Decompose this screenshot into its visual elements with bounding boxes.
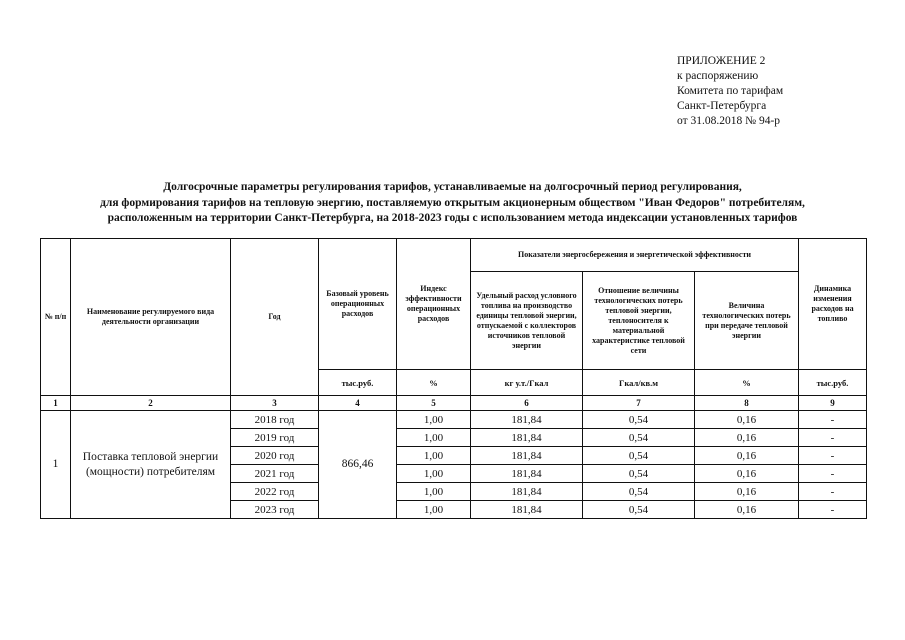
column-number: 7	[583, 396, 695, 411]
unit-fuel: кг у.т./Гкал	[471, 370, 583, 396]
base-level-cell: 866,46	[319, 411, 397, 519]
header-fuel: Удельный расход условного топлива на производство единицы тепловой энергии, отпускаемой с коллекторов источников тепловой энергии	[471, 272, 583, 370]
annex-line: к распоряжению	[677, 70, 759, 82]
fuel-cell: 181,84	[471, 429, 583, 447]
ratio-cell: 0,54	[583, 429, 695, 447]
column-number-row	[41, 396, 867, 411]
header-year: Год	[231, 239, 319, 396]
dynamics-cell: -	[799, 447, 867, 465]
dynamics-cell: -	[799, 483, 867, 501]
activity-name: Поставка тепловой энергии (мощности) потребителям	[71, 411, 231, 519]
unit-index: %	[397, 370, 471, 396]
header-loss: Величина технологических потерь при передаче тепловой энергии	[695, 272, 799, 370]
annex-line: ПРИЛОЖЕНИЕ 2	[677, 55, 766, 67]
loss-cell: 0,16	[695, 465, 799, 483]
fuel-cell: 181,84	[471, 501, 583, 519]
year-cell: 2021 год	[231, 465, 319, 483]
unit-base: тыс.руб.	[319, 370, 397, 396]
fuel-cell: 181,84	[471, 465, 583, 483]
column-number: 9	[799, 396, 867, 411]
header-group: Показатели энергосбережения и энергетической эффективности	[471, 239, 799, 272]
fuel-cell: 181,84	[471, 411, 583, 429]
loss-cell: 0,16	[695, 483, 799, 501]
loss-cell: 0,16	[695, 411, 799, 429]
column-number: 3	[231, 396, 319, 411]
parameters-table	[40, 238, 867, 519]
annex-line: Комитета по тарифам	[677, 85, 784, 97]
row-number: 1	[41, 411, 71, 519]
column-number: 8	[695, 396, 799, 411]
index-cell: 1,00	[397, 429, 471, 447]
column-number: 4	[319, 396, 397, 411]
header-no: № п/п	[41, 239, 71, 396]
year-cell: 2023 год	[231, 501, 319, 519]
column-number: 2	[71, 396, 231, 411]
dynamics-cell: -	[799, 501, 867, 519]
index-cell: 1,00	[397, 447, 471, 465]
ratio-cell: 0,54	[583, 411, 695, 429]
fuel-cell: 181,84	[471, 483, 583, 501]
header-dyn: Динамика изменения расходов на топливо	[799, 239, 867, 370]
column-number: 6	[471, 396, 583, 411]
title-line: Долгосрочные параметры регулирования тарифов, устанавливаемые на долгосрочный период регулирования,	[163, 181, 742, 193]
header-name: Наименование регулируемого вида деятельности организации	[71, 239, 231, 396]
ratio-cell: 0,54	[583, 501, 695, 519]
annex-block	[677, 54, 783, 129]
loss-cell: 0,16	[695, 447, 799, 465]
title-line: для формирования тарифов на тепловую энергию, поставляемую открытым акционерным обществом "Иван Федоров" потребителям,	[100, 196, 805, 209]
header-ratio: Отношение величины технологических потерь тепловой энергии, теплоносителя к материальной характеристике тепловой сети	[583, 272, 695, 370]
table-row	[41, 411, 867, 429]
ratio-cell: 0,54	[583, 447, 695, 465]
annex-line: Санкт-Петербурга	[677, 100, 767, 112]
loss-cell: 0,16	[695, 429, 799, 447]
index-cell: 1,00	[397, 501, 471, 519]
dynamics-cell: -	[799, 465, 867, 483]
annex-line: от 31.08.2018 № 94-р	[677, 115, 781, 127]
loss-cell: 0,16	[695, 501, 799, 519]
year-cell: 2019 год	[231, 429, 319, 447]
header-base: Базовый уровень операционных расходов	[319, 239, 397, 370]
unit-loss: %	[695, 370, 799, 396]
ratio-cell: 0,54	[583, 465, 695, 483]
dynamics-cell: -	[799, 429, 867, 447]
header-index: Индекс эффективности операционных расходов	[397, 239, 471, 370]
column-number: 5	[397, 396, 471, 411]
index-cell: 1,00	[397, 411, 471, 429]
fuel-cell: 181,84	[471, 447, 583, 465]
year-cell: 2020 год	[231, 447, 319, 465]
year-cell: 2018 год	[231, 411, 319, 429]
unit-ratio: Гкал/кв.м	[583, 370, 695, 396]
title-line: расположенным на территории Санкт-Петербурга, на 2018-2023 годы с использованием метода индексации установленных тарифов	[107, 212, 798, 224]
column-number: 1	[41, 396, 71, 411]
ratio-cell: 0,54	[583, 483, 695, 501]
index-cell: 1,00	[397, 483, 471, 501]
document-title	[40, 180, 865, 227]
dynamics-cell: -	[799, 411, 867, 429]
index-cell: 1,00	[397, 465, 471, 483]
year-cell: 2022 год	[231, 483, 319, 501]
unit-dyn: тыс.руб.	[799, 370, 867, 396]
